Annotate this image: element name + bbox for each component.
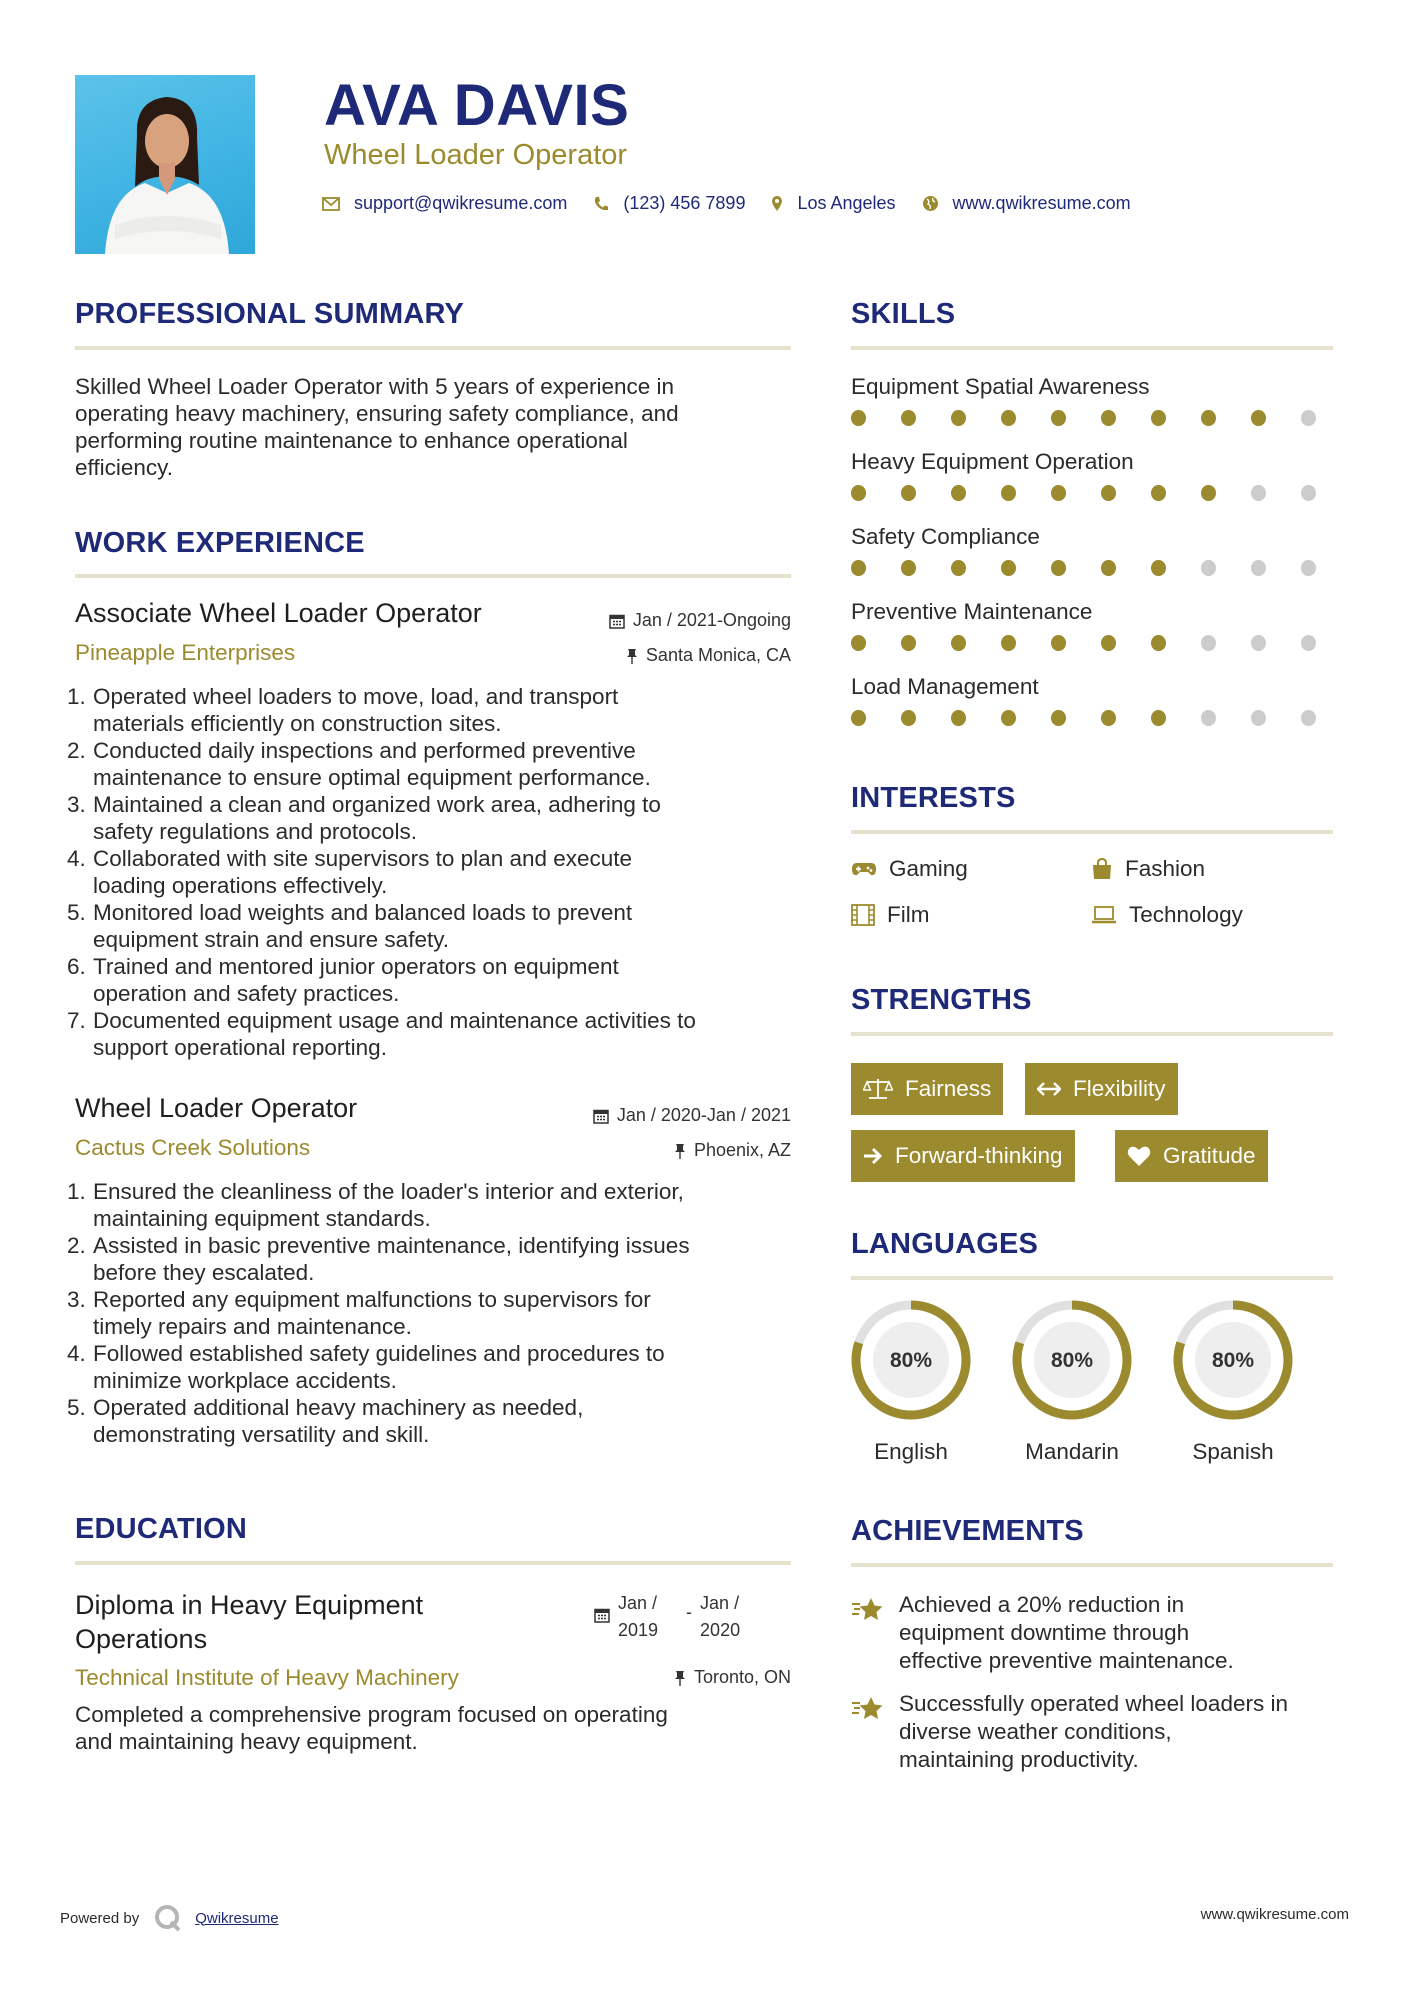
rating-dot-filled — [1101, 635, 1116, 651]
language-progress-ring — [1171, 1298, 1295, 1422]
job-location — [626, 645, 791, 666]
skill-item — [851, 524, 1351, 599]
qwikresume-logo-icon — [153, 1903, 183, 1933]
phone-text: (123) 456 7899 — [623, 193, 746, 213]
skill-rating — [851, 485, 1351, 501]
skill-name: Preventive Maintenance — [851, 599, 1093, 624]
list-item: 2. Conducted daily inspections and performed preventive maintenance to ensure optimal equipment performance. — [67, 738, 651, 790]
rating-dot-filled — [951, 635, 966, 651]
calendar-icon — [594, 1607, 610, 1623]
contact-location — [771, 193, 895, 214]
strengths-heading: STRENGTHS — [851, 984, 1032, 1016]
contact-email[interactable] — [322, 193, 567, 214]
skill-item — [851, 374, 1351, 449]
skill-rating — [851, 710, 1351, 726]
rating-dot-filled — [901, 635, 916, 651]
education-dates — [594, 1590, 740, 1644]
strength-badge: Forward-thinking — [851, 1130, 1075, 1182]
job-company: Pineapple Enterprises — [75, 640, 296, 665]
arrow-right-icon — [863, 1147, 883, 1165]
rating-dot-empty — [1201, 635, 1216, 651]
language-percent: 80% — [1050, 1349, 1094, 1372]
powered-by-label: Powered by — [60, 1909, 140, 1927]
job-title: Associate Wheel Loader Operator — [75, 598, 482, 628]
education-divider — [75, 1561, 791, 1565]
achievements-divider — [851, 1563, 1333, 1567]
footer-powered-by — [60, 1903, 279, 1933]
interests-heading: INTERESTS — [851, 782, 1016, 814]
strength-badge: Gratitude — [1115, 1130, 1268, 1182]
interests-divider — [851, 830, 1333, 834]
rating-dot-empty — [1201, 710, 1216, 726]
strength-badge: Fairness — [851, 1063, 1003, 1115]
rating-dot-empty — [1301, 710, 1316, 726]
brand-link[interactable]: Qwikresume — [195, 1909, 279, 1927]
rating-dot-filled — [1001, 710, 1016, 726]
list-item: 2. Assisted in basic preventive maintenance, identifying issues before they escalated. — [67, 1233, 690, 1285]
education-heading: EDUCATION — [75, 1513, 248, 1545]
rating-dot-filled — [851, 410, 866, 426]
rating-dot-empty — [1251, 560, 1266, 576]
rating-dot-filled — [851, 635, 866, 651]
skill-rating — [851, 560, 1351, 576]
rating-dot-empty — [1251, 635, 1266, 651]
rating-dot-filled — [1201, 410, 1216, 426]
rating-dot-filled — [1101, 410, 1116, 426]
skill-item — [851, 599, 1351, 674]
film-icon — [851, 904, 875, 926]
rating-dot-filled — [1101, 560, 1116, 576]
summary-text — [75, 373, 679, 481]
rating-dot-empty — [1301, 635, 1316, 651]
profile-photo — [75, 75, 255, 254]
rating-dot-empty — [1201, 560, 1216, 576]
rating-dot-filled — [901, 710, 916, 726]
experience-heading: WORK EXPERIENCE — [75, 527, 365, 559]
strength-badge: Flexibility — [1025, 1063, 1178, 1115]
list-item: 1. Operated wheel loaders to move, load, and transport materials efficiently on construction sites. — [67, 684, 619, 736]
heart-icon — [1127, 1145, 1151, 1167]
language-name: Spanish — [1192, 1439, 1274, 1464]
rating-dot-filled — [851, 485, 866, 501]
rating-dot-filled — [1001, 560, 1016, 576]
shopping-bag-icon — [1091, 858, 1113, 880]
pushpin-icon — [674, 1143, 686, 1159]
rating-dot-filled — [1051, 635, 1066, 651]
summary-heading: PROFESSIONAL SUMMARY — [75, 298, 465, 330]
list-item: 3. Maintained a clean and organized work area, adhering to safety regulations and protocols. — [67, 792, 661, 844]
footer-website[interactable]: www.qwikresume.com — [1200, 1906, 1349, 1923]
strengths-divider — [851, 1032, 1333, 1036]
degree-title: Diploma in Heavy Equipment Operations — [75, 1590, 424, 1654]
list-item: 4. Collaborated with site supervisors to plan and execute loading operations effectively. — [67, 846, 633, 898]
rating-dot-empty — [1301, 560, 1316, 576]
skill-item — [851, 674, 1351, 749]
summary-divider — [75, 346, 791, 350]
interest-item: Gaming — [851, 856, 968, 882]
rating-dot-filled — [1251, 410, 1266, 426]
skills-list — [851, 374, 1351, 749]
skill-name: Load Management — [851, 674, 1039, 699]
star-trophy-icon — [851, 1694, 885, 1722]
language-progress-ring — [849, 1298, 973, 1422]
rating-dot-filled — [901, 560, 916, 576]
skills-heading: SKILLS — [851, 298, 956, 330]
gamepad-icon — [851, 861, 877, 877]
list-item: 6. Trained and mentored junior operators on equipment operation and safety practices. — [67, 954, 619, 1006]
rating-dot-empty — [1251, 485, 1266, 501]
rating-dot-filled — [1051, 710, 1066, 726]
rating-dot-filled — [1151, 710, 1166, 726]
rating-dot-filled — [851, 710, 866, 726]
job-location — [674, 1140, 791, 1161]
website-text: www.qwikresume.com — [952, 193, 1131, 213]
skill-rating — [851, 635, 1351, 651]
job-company: Cactus Creek Solutions — [75, 1135, 311, 1160]
rating-dot-filled — [901, 410, 916, 426]
rating-dot-empty — [1301, 485, 1316, 501]
rating-dot-filled — [1101, 485, 1116, 501]
job-location-text: Santa Monica, CA — [645, 645, 791, 665]
job-duties-list — [67, 683, 795, 1061]
job-dates-text: Jan / 2021-Ongoing — [632, 610, 791, 630]
rating-dot-filled — [1051, 560, 1066, 576]
list-item: 5. Operated additional heavy machinery as needed, demonstrating versatility and skill. — [67, 1395, 584, 1447]
school-location-text: Toronto, ON — [693, 1667, 791, 1687]
calendar-icon — [593, 1108, 609, 1124]
experience-divider — [75, 574, 791, 578]
email-text: support@qwikresume.com — [354, 193, 568, 213]
contact-website[interactable] — [922, 193, 1131, 214]
language-item — [1171, 1298, 1295, 1465]
rating-dot-empty — [1301, 410, 1316, 426]
language-percent: 80% — [1211, 1349, 1255, 1372]
language-item — [1010, 1298, 1134, 1465]
achievements-heading: ACHIEVEMENTS — [851, 1515, 1084, 1547]
list-item: 7. Documented equipment usage and maintenance activities to support operational reporting. — [67, 1008, 696, 1060]
skill-rating — [851, 410, 1351, 426]
languages-heading: LANGUAGES — [851, 1228, 1039, 1260]
summary-line: Skilled Wheel Loader Operator with 5 years of experience in — [75, 374, 675, 399]
rating-dot-filled — [951, 560, 966, 576]
star-trophy-icon — [851, 1595, 885, 1623]
person-photo-illustration — [75, 75, 255, 254]
envelope-icon — [322, 197, 340, 211]
education-description: Completed a comprehensive program focused on operating and maintaining heavy equipment. — [75, 1702, 668, 1754]
skill-item — [851, 449, 1351, 524]
achievement-item: Successfully operated wheel loaders in diverse weather conditions, maintaining productivity. — [851, 1690, 1288, 1774]
rating-dot-filled — [1051, 485, 1066, 501]
skill-name: Heavy Equipment Operation — [851, 449, 1134, 474]
skill-name: Equipment Spatial Awareness — [851, 374, 1150, 399]
location-text: Los Angeles — [797, 193, 896, 213]
list-item: 4. Followed established safety guidelines and procedures to minimize workplace accidents. — [67, 1341, 665, 1393]
list-item: 5. Monitored load weights and balanced loads to prevent equipment strain and ensure safety. — [67, 900, 633, 952]
job-location-text: Phoenix, AZ — [693, 1140, 791, 1160]
map-pin-icon — [771, 195, 783, 212]
rating-dot-empty — [1251, 710, 1266, 726]
language-item — [849, 1298, 973, 1465]
education-end: Jan / 2020 — [700, 1593, 741, 1640]
interest-item: Film — [851, 902, 929, 928]
rating-dot-filled — [851, 560, 866, 576]
interest-item: Fashion — [1091, 856, 1205, 882]
rating-dot-filled — [951, 710, 966, 726]
contact-phone[interactable] — [593, 193, 745, 214]
education-start: Jan / 2019 — [618, 1593, 659, 1640]
rating-dot-filled — [1201, 485, 1216, 501]
contact-bar — [322, 193, 1157, 214]
rating-dot-filled — [1151, 560, 1166, 576]
rating-dot-filled — [1151, 410, 1166, 426]
languages-row — [849, 1298, 1295, 1465]
rating-dot-filled — [1001, 635, 1016, 651]
rating-dot-filled — [1151, 485, 1166, 501]
calendar-icon — [609, 613, 625, 629]
rating-dot-filled — [1001, 410, 1016, 426]
pushpin-icon — [626, 648, 638, 664]
rating-dot-filled — [1001, 485, 1016, 501]
job-dates-text: Jan / 2020-Jan / 2021 — [616, 1105, 791, 1125]
rating-dot-filled — [1151, 635, 1166, 651]
candidate-title: Wheel Loader Operator — [324, 139, 628, 171]
summary-line: operating heavy machinery, ensuring safety compliance, and — [75, 401, 679, 426]
pushpin-icon — [674, 1670, 686, 1686]
skill-name: Safety Compliance — [851, 524, 1040, 549]
rating-dot-filled — [951, 410, 966, 426]
list-item: 3. Reported any equipment malfunctions to supervisors for timely repairs and maintenance. — [67, 1287, 651, 1339]
rating-dot-filled — [1051, 410, 1066, 426]
school-name: Technical Institute of Heavy Machinery — [75, 1665, 459, 1690]
rating-dot-filled — [1101, 710, 1116, 726]
skills-divider — [851, 346, 1333, 350]
interest-item: Technology — [1091, 902, 1243, 928]
language-percent: 80% — [889, 1349, 933, 1372]
rating-dot-filled — [901, 485, 916, 501]
list-item: 1. Ensured the cleanliness of the loader's interior and exterior, maintaining equipment standards. — [67, 1179, 684, 1231]
language-name: English — [874, 1439, 948, 1464]
globe-icon — [922, 195, 939, 212]
job-duties-list — [67, 1178, 795, 1448]
summary-line: efficiency. — [75, 455, 173, 480]
language-name: Mandarin — [1025, 1439, 1119, 1464]
job-dates — [609, 610, 791, 631]
language-progress-ring — [1010, 1298, 1134, 1422]
balance-scale-icon — [863, 1077, 893, 1101]
education-date-separator: - — [686, 1602, 693, 1622]
school-location — [674, 1667, 791, 1688]
phone-icon — [593, 196, 609, 212]
laptop-icon — [1091, 906, 1117, 924]
job-dates — [593, 1105, 791, 1126]
candidate-name: AVA DAVIS — [324, 73, 630, 138]
arrows-horizontal-icon — [1037, 1082, 1061, 1096]
summary-line: performing routine maintenance to enhance operational — [75, 428, 628, 453]
rating-dot-filled — [951, 485, 966, 501]
job-title: Wheel Loader Operator — [75, 1093, 358, 1123]
languages-divider — [851, 1276, 1333, 1280]
achievement-item: Achieved a 20% reduction in equipment downtime through effective preventive maintenance. — [851, 1591, 1234, 1675]
